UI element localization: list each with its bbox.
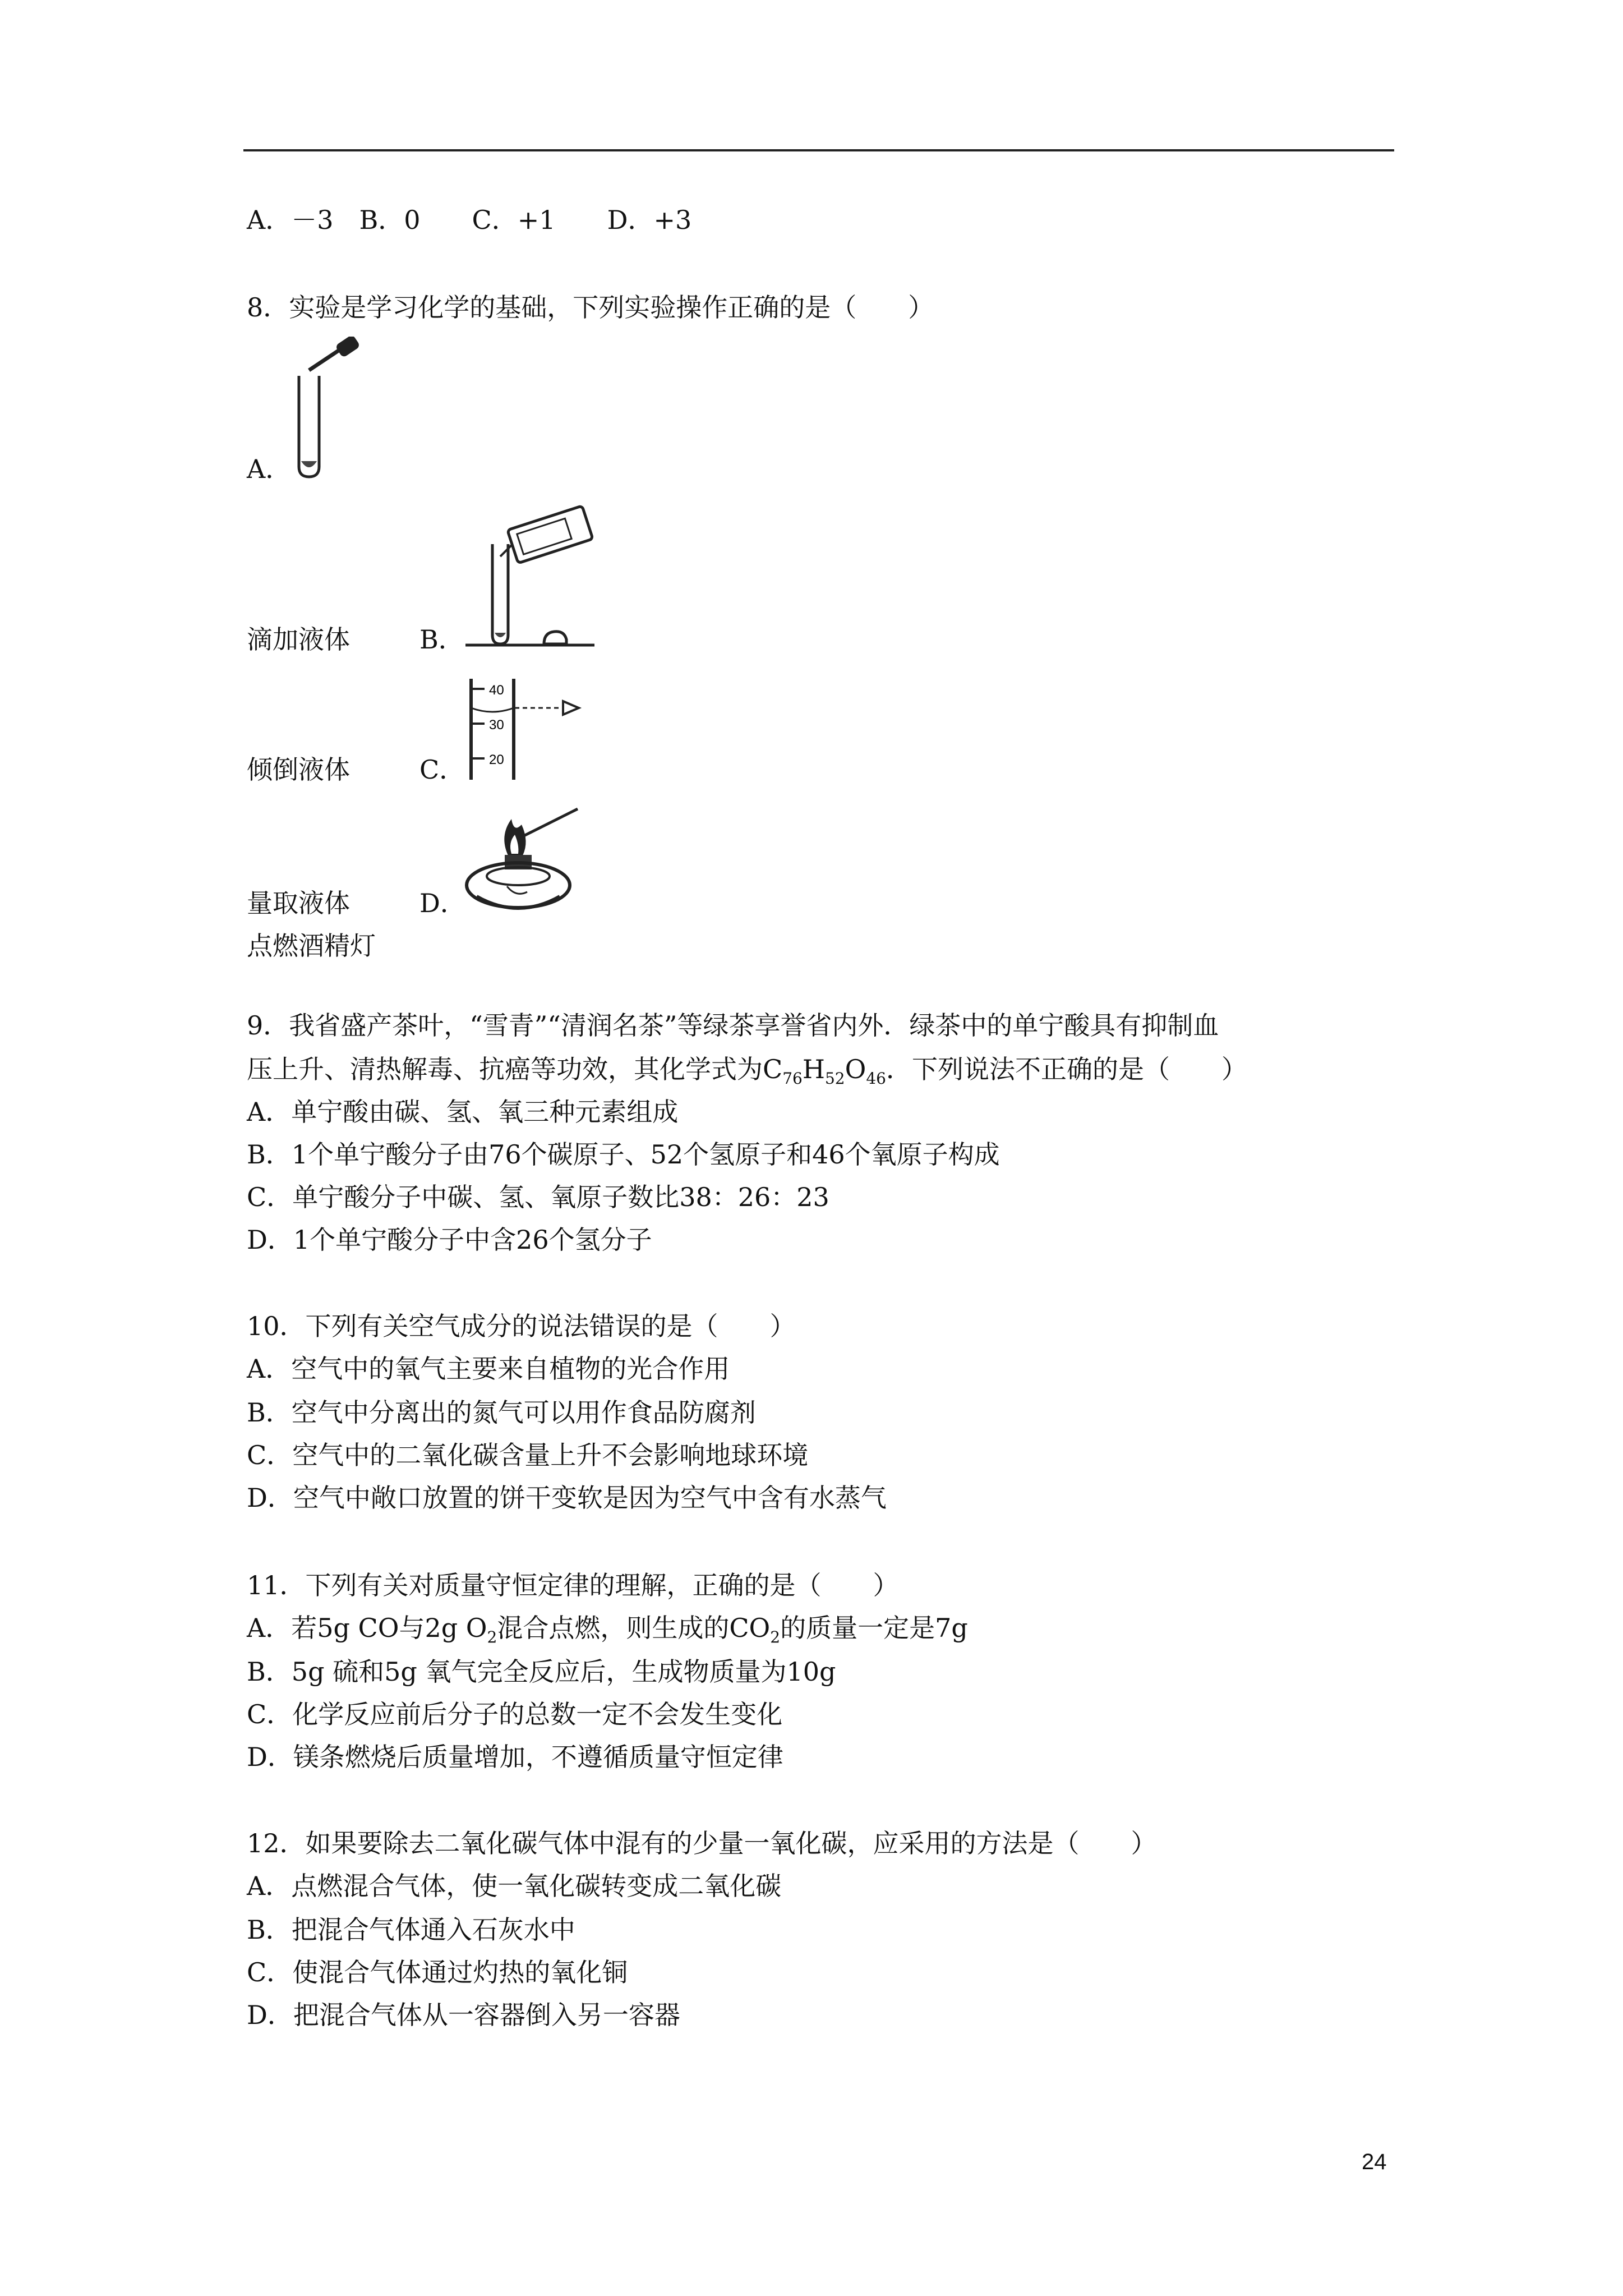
q9-option-a: A．单宁酸由碳、氢、氧三种元素组成 [247, 1097, 679, 1127]
cylinder-tick-30: 30 [489, 717, 504, 733]
dropper-test-tube-figure [289, 337, 367, 482]
q8-option-c-caption: 量取液体 [247, 888, 350, 918]
q9-option-d: D．1个单宁酸分子中含26个氢分子 [247, 1225, 652, 1255]
q8-option-b-caption: 倾倒液体 [247, 754, 350, 785]
q10-stem: 10．下列有关空气成分的说法错误的是（ ） [247, 1311, 796, 1341]
q7-options: A．－3 B．0 C．+1 D．+3 [247, 205, 692, 235]
measuring-cylinder-figure [460, 673, 589, 785]
q12-option-a: A．点燃混合气体，使一氧化碳转变成二氧化碳 [247, 1871, 782, 1901]
tannic-acid-formula: $C_{76}H_{52}O_{46}$ [763, 1054, 886, 1088]
cylinder-tick-40: 40 [489, 683, 504, 698]
q10-option-b: B．空气中分离出的氮气可以用作食品防腐剂 [247, 1397, 756, 1428]
pouring-liquid-figure [460, 505, 600, 651]
q12-option-c: C．使混合气体通过灼热的氧化铜 [247, 1957, 628, 1987]
q10-option-c: C．空气中的二氧化碳含量上升不会影响地球环境 [247, 1440, 809, 1470]
page-number: 24 [1362, 2150, 1387, 2174]
q9-stem-line1: 9．我省盛产茶叶，“雪青”“清润名茶”等绿茶享誉省内外．绿茶中的单宁酸具有抑制血 [247, 1010, 1219, 1041]
q12-option-d: D．把混合气体从一容器倒入另一容器 [247, 2000, 680, 2030]
q11-stem: 11．下列有关对质量守恒定律的理解，正确的是（ ） [247, 1570, 899, 1600]
q9-option-c: C．单宁酸分子中碳、氢、氧原子数比38：26：23 [247, 1182, 829, 1212]
q10-option-a: A．空气中的氧气主要来自植物的光合作用 [247, 1354, 730, 1384]
q11-option-c: C．化学反应前后分子的总数一定不会发生变化 [247, 1699, 783, 1729]
q9-stem-post: ．下列说法不正确的是（ ） [886, 1054, 1247, 1084]
q8-stem: 8．实验是学习化学的基础，下列实验操作正确的是（ ） [247, 292, 934, 323]
alcohol-lamp-figure [460, 802, 583, 931]
q8-option-d-caption: 点燃酒精灯 [247, 931, 376, 961]
q9-option-b: B．1个单宁酸分子由76个碳原子、52个氢原子和46个氧原子构成 [247, 1139, 1000, 1170]
header-rule [243, 149, 1394, 151]
q9-stem-line2 [247, 1053, 1247, 1094]
q8-option-a-label: A． [247, 454, 292, 484]
q10-option-d: D．空气中敞口放置的饼干变软是因为空气中含有水蒸气 [247, 1483, 887, 1513]
q8-option-a-caption: 滴加液体 [247, 624, 350, 655]
q9-stem-pre: 压上升、清热解毒、抗癌等功效，其化学式为 [247, 1054, 763, 1084]
q11-option-d: D．镁条燃烧后质量增加，不遵循质量守恒定律 [247, 1742, 783, 1772]
q11-option-a: A．若5g CO与2g $O_2$混合点燃，则生成的$CO_2$的质量一定是7g [247, 1613, 968, 1646]
q11-option-b: B．5g 硫和5g 氧气完全反应后，生成物质量为10g [247, 1657, 836, 1687]
q8-option-d-label: D． [419, 888, 466, 918]
q12-option-b: B．把混合气体通入石灰水中 [247, 1915, 575, 1945]
q8-option-c-label: C． [419, 754, 465, 785]
q8-option-b-label: B． [419, 624, 464, 655]
cylinder-tick-20: 20 [489, 752, 504, 767]
q12-stem: 12．如果要除去二氧化碳气体中混有的少量一氧化碳，应采用的方法是（ ） [247, 1828, 1157, 1858]
